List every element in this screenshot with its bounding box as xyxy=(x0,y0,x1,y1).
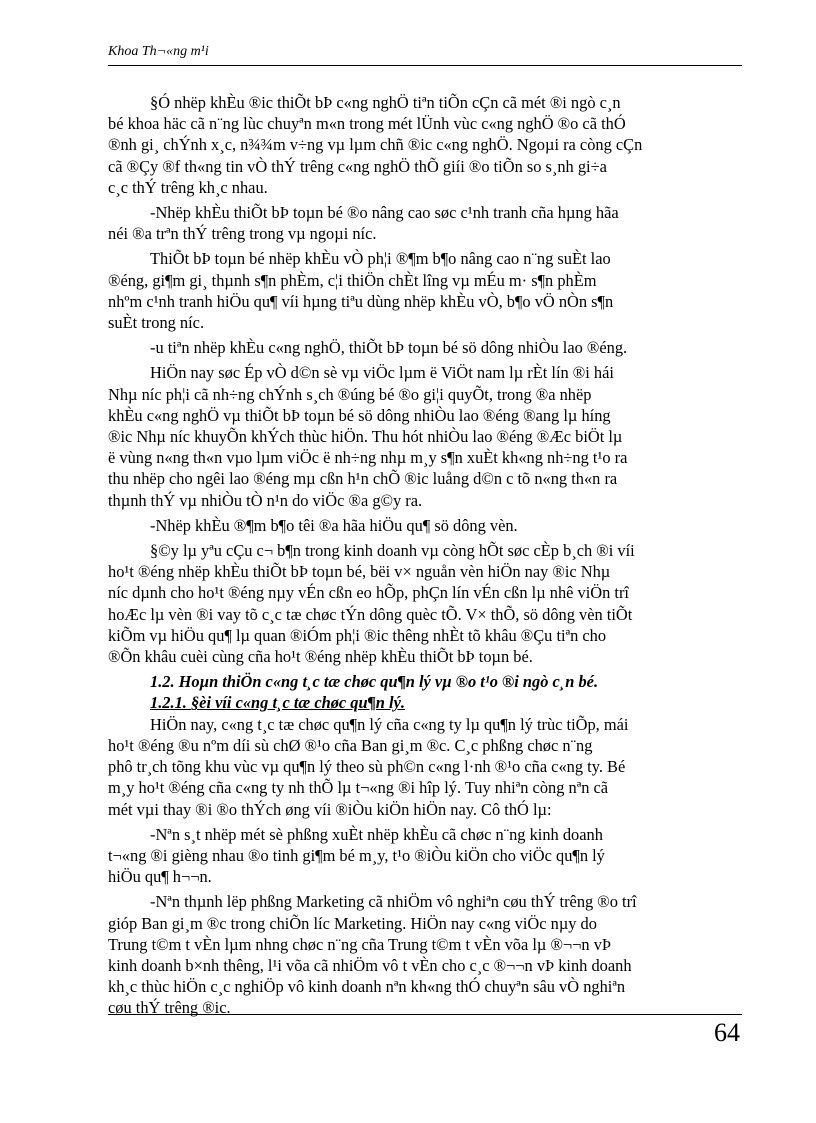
text-line: suÈt trong níc. xyxy=(108,313,205,333)
text-line: khÈu c«ng nghÖ vµ thiÕt bÞ toµn bé sö dông nhiÒu lao ®éng ®ang lµ híng xyxy=(108,405,611,425)
text-line: ë vùng n«ng th«n vµo lµm viÖc ë nh÷ng nhµ m¸y s¶n xuÈt kh«ng nh÷ng t¹o ra xyxy=(108,448,628,468)
section-heading-text: 1.2. Hoµn thiÖn c«ng t¸c tæ chøc qu¶n lý vµ ®o t¹o ®i ngò c¸n bé. xyxy=(150,672,599,692)
paragraph xyxy=(108,515,742,536)
header-title: Khoa Th¬«ng m¹i xyxy=(108,44,209,59)
text-line: -Nªn thµnh lëp phßng Marketing cã nhiÖm vô nghiªn cøu thÝ trêng ®o trî xyxy=(150,892,637,912)
text-line: m¸y ho¹t ®éng cña c«ng ty nh thÕ lµ t¬«ng ®i hîp lý. Tuy nhiªn còng nªn cã xyxy=(108,778,609,798)
paragraph xyxy=(108,714,742,820)
paragraph xyxy=(108,248,742,333)
text-line: Nhµ níc ph¦i cã nh÷ng chÝnh s¸ch ®úng bé ®o gi¦i quyÕt, trong ®a nhëp xyxy=(108,384,592,404)
paragraph xyxy=(108,362,742,510)
section-heading xyxy=(108,671,742,692)
document-body xyxy=(108,92,742,1019)
text-line: kinh doanh b×nh thêng, l¹i võa cã nhiÖm vô t vÈn cho c¸c ®¬¬n vÞ kinh doanh xyxy=(108,955,632,975)
text-line: ®nh gi¸ chÝnh x¸c, n¾¾m v÷ng vµ lµm chñ ®ic c«ng nghÖ. Ngoµi ra còng cÇn xyxy=(108,135,643,155)
footer-rule xyxy=(108,1014,742,1015)
text-line: ho¹t ®éng ®u nºm díi sù chØ ®¹o cña Ban gi¸m ®c. C¸c phßng chøc n¨ng xyxy=(108,735,593,755)
body-section-1 xyxy=(108,92,742,667)
text-line: -Nhëp khÈu thiÕt bÞ toµn bé ®o nâng cao søc c¹nh tranh cña hµng hãa xyxy=(150,203,619,223)
text-line: ®ic Nhµ níc khuyÕn khÝch thùc hiÖn. Thu hót nhiÒu lao ®éng ®Æc biÖt lµ xyxy=(108,427,623,447)
text-line: ®éng, gi¶m gi¸ thµnh s¶n phÈm, c¦i thiÖn chÈt lîng vµ mÉu m· s¶n phÈm xyxy=(108,270,597,290)
paragraph xyxy=(108,202,742,244)
text-line: thµnh thÝ vµ nhiÒu tÒ n¹n do viÖc ®a g©y ra. xyxy=(108,490,423,510)
text-line: -Nªn s¸t nhëp mét sè phßng xuÈt nhëp khÈu cã chøc n¨ng kinh doanh xyxy=(150,824,603,844)
text-line: §©y lµ yªu cÇu c¬ b¶n trong kinh doanh vµ còng hÕt søc cÈp b¸ch ®i víi xyxy=(150,541,635,561)
paragraph xyxy=(108,337,742,358)
text-line: nhºm c¹nh tranh hiÖu qu¶ víi hµng tiªu dùng nhëp khÈu vÒ, b¶o vÖ nÒn s¶n xyxy=(108,291,614,311)
text-line: c¸c thÝ trêng kh¸c nhau. xyxy=(108,177,268,197)
text-line: cã ®Çy ®f th«ng tin vÒ thÝ trêng c«ng nghÖ thÕ giíi ®o tiÕn so s¸nh gi÷a xyxy=(108,156,607,176)
text-line: -u tiªn nhëp khÈu c«ng nghÖ, thiÕt bÞ toµn bé sö dông nhiÒu lao ®éng. xyxy=(150,338,628,358)
paragraph xyxy=(108,824,742,888)
text-line: -Nhëp khÈu ®¶m b¶o têi ®a hãa hiÖu qu¶ sö dông vèn. xyxy=(150,515,518,535)
text-line: gióp Ban gi¸m ®c trong chiÕn líc Marketing. HiÖn nay c«ng viÖc nµy do xyxy=(108,913,597,933)
header-rule xyxy=(108,65,742,66)
text-line: thu nhëp cho ngêi lao ®éng mµ cßn h¹n chÕ ®ic luång d©n c tõ n«ng th«n ra xyxy=(108,469,618,489)
text-line: kh¸c thùc hiÖn c¸c nghiÖp vô kinh doanh nªn kh«ng thÓ chuyªn sâu vÒ nghiªn xyxy=(108,977,626,997)
text-line: t¬«ng ®i gièng nhau ®o tinh gi¶m bé m¸y, t¹o ®iÒu kiÖn cho viÖc qu¶n lý xyxy=(108,845,605,865)
text-line: níc dµnh cho ho¹t ®éng nµy vÉn cßn eo hÕp, phÇn lín vÉn cßn lµ nhê viÖn trî xyxy=(108,583,629,603)
paragraph xyxy=(108,92,742,198)
subsection-heading-text: 1.2.1. §èi víi c«ng t¸c tæ chøc qu¶n lý. xyxy=(150,693,405,713)
body-section-2 xyxy=(108,714,742,1019)
text-line: ®Õn khâu cuèi cùng cña ho¹t ®éng nhëp khÈu thiÕt bÞ toµn bé. xyxy=(108,647,533,667)
text-line: bé khoa häc cã n¨ng lùc chuyªn m«n trong mét lÜnh vùc c«ng nghÖ ®o cã thÓ xyxy=(108,114,626,134)
text-line: ThiÕt bÞ toµn bé nhëp khÈu vÒ ph¦i ®¶m b¶o nâng cao n¨ng suÈt lao xyxy=(150,249,611,269)
text-line: néi ®a trªn thÝ trêng trong vµ ngoµi níc. xyxy=(108,224,377,244)
text-line: HiÖn nay, c«ng t¸c tæ chøc qu¶n lý cña c«ng ty lµ qu¶n lý trùc tiÕp, mái xyxy=(150,714,629,734)
text-line: mét vµi thay ®i ®o thÝch øng víi ®iÒu kiÖn hiÖn nay. Cô thÓ lµ: xyxy=(108,799,552,819)
page-number: 64 xyxy=(714,1018,740,1047)
text-line: HiÖn nay søc Ép vÒ d©n sè vµ viÖc lµm ë ViÖt nam lµ rÈt lín ®i hái xyxy=(150,363,614,383)
text-line: phô tr¸ch tõng khu vùc vµ qu¶n lý theo sù ph©n c«ng l·nh ®¹o cña c«ng ty. Bé xyxy=(108,757,626,777)
text-line: cøu thÝ trêng ®ic. xyxy=(108,998,231,1018)
page-header xyxy=(108,40,742,66)
text-line: ho¹t ®éng nhëp khÈu thiÕt bÞ toµn bé, bëi v× nguån vèn hiÖn nay ®ic Nhµ xyxy=(108,562,611,582)
text-line: §Ó nhëp khÈu ®ic thiÕt bÞ c«ng nghÖ tiªn tiÕn cÇn cã mét ®i ngò c¸n xyxy=(150,93,621,112)
subsection-heading xyxy=(108,692,742,713)
text-line: Trung t©m t vÈn lµm nhng chøc n¨ng cña Trung t©m t vÈn võa lµ ®¬¬n vÞ xyxy=(108,934,612,954)
text-line: kiÕm vµ hiÖu qu¶ lµ quan ®iÓm ph¦i ®ic thêng nhÈt tõ khâu ®Çu tiªn cho xyxy=(108,625,607,645)
text-line: hiÖu qu¶ h¬¬n. xyxy=(108,867,212,887)
paragraph xyxy=(108,891,742,1018)
text-line: hoÆc lµ vèn ®i vay tõ c¸c tæ chøc tÝn dông quèc tÕ. V× thÕ, sö dông vèn tiÕt xyxy=(108,604,633,624)
paragraph xyxy=(108,540,742,667)
